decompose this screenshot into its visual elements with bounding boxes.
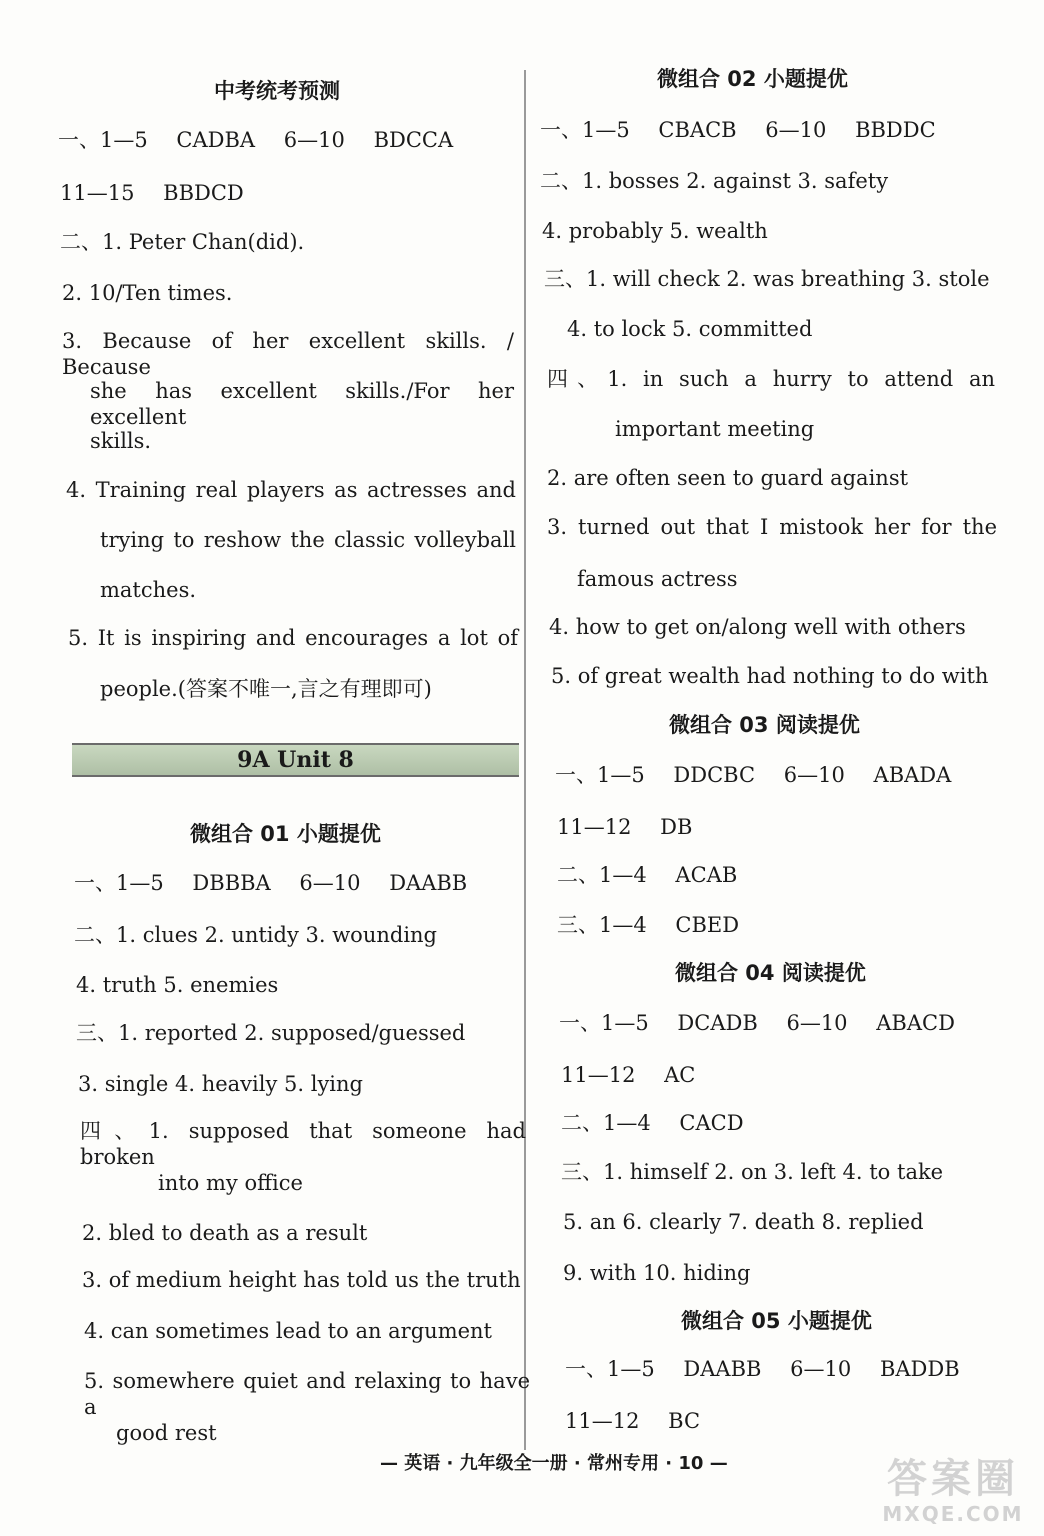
- answer-line: 4. to lock 5. committed: [567, 317, 813, 341]
- item-range: 一、1—5: [58, 128, 148, 152]
- item-range: 二、1—4: [557, 863, 647, 887]
- subsection-title: 微组合 01 小题提优: [190, 822, 381, 846]
- answer-line: 2. 10/Ten times.: [62, 281, 233, 305]
- answer-key: DCADB: [677, 1011, 758, 1035]
- answer-key: CBACB: [658, 118, 737, 142]
- answer-key: BADDB: [879, 1357, 960, 1381]
- page-footer: — 英语 · 九年级全一册 · 常州专用 · 10 —: [380, 1453, 728, 1474]
- answer-line: 三、1. reported 2. supposed/guessed: [76, 1021, 466, 1045]
- answer-line: 四、1. in such a hurry to attend an: [547, 367, 995, 391]
- answer-line: 2. are often seen to guard against: [547, 466, 909, 490]
- answer-key: ABACD: [876, 1011, 955, 1035]
- answer-key: BBDDC: [855, 118, 936, 142]
- column-divider: [524, 70, 526, 1450]
- answer-line: [559, 1010, 955, 1036]
- answer-line: [561, 1110, 744, 1136]
- answer-line: [557, 814, 692, 840]
- answer-line: 3. of medium height has told us the truth: [82, 1268, 521, 1292]
- subsection-title: 微组合 04 阅读提优: [675, 961, 866, 985]
- answer-line: 5. of great wealth had nothing to do with: [551, 664, 989, 688]
- answer-line: 3. single 4. heavily 5. lying: [78, 1072, 363, 1096]
- item-range: 一、1—5: [565, 1357, 655, 1381]
- item-range: 三、1—4: [557, 913, 647, 937]
- item-range: 11—12: [557, 815, 632, 839]
- answer-line: 9. with 10. hiding: [563, 1261, 751, 1285]
- answer-line: important meeting: [615, 417, 815, 441]
- answer-key: DBBBA: [192, 871, 271, 895]
- answer-line: 3. turned out that I mistook her for the: [547, 515, 997, 539]
- item-range: 一、1—5: [74, 871, 164, 895]
- answer-line: [74, 870, 467, 896]
- answer-key: BDCCA: [373, 128, 454, 152]
- answer-line: 二、1. clues 2. untidy 3. wounding: [74, 923, 437, 947]
- answer-line: 4. can sometimes lead to an argument: [84, 1319, 492, 1343]
- answer-line: famous actress: [577, 567, 738, 591]
- answer-line: [540, 117, 936, 143]
- watermark-logo: [868, 1456, 1038, 1530]
- item-range: 一、1—5: [540, 118, 630, 142]
- answer-key: AC: [664, 1063, 696, 1087]
- item-range: 6—10: [790, 1357, 852, 1381]
- answer-key: DAABB: [389, 871, 468, 895]
- answer-key: DDCBC: [673, 763, 756, 787]
- watermark-mark: 答案圈: [887, 1456, 1019, 1502]
- answer-line: people.(答案不唯一,言之有理即可): [100, 677, 432, 701]
- answer-line: 2. bled to death as a result: [82, 1221, 368, 1245]
- answer-line: [557, 912, 739, 938]
- item-range: 6—10: [765, 118, 827, 142]
- item-range: 6—10: [283, 128, 345, 152]
- item-range: 6—10: [783, 763, 845, 787]
- answer-line: matches.: [100, 578, 197, 602]
- watermark-domain: MXQE.COM: [882, 1502, 1024, 1526]
- answer-line: [557, 862, 737, 888]
- answer-line: [555, 762, 951, 788]
- answer-key: CADBA: [176, 128, 256, 152]
- answer-line: 5. somewhere quiet and relaxing to have a: [84, 1369, 530, 1419]
- answer-line: 三、1. himself 2. on 3. left 4. to take: [561, 1160, 944, 1184]
- answer-key: CACD: [679, 1111, 744, 1135]
- subsection-title: 微组合 02 小题提优: [657, 67, 848, 91]
- answer-line: 4. truth 5. enemies: [76, 973, 279, 997]
- answer-line: into my office: [158, 1171, 303, 1195]
- item-range: 一、1—5: [559, 1011, 649, 1035]
- item-range: 11—12: [565, 1409, 640, 1433]
- answer-line: good rest: [116, 1421, 217, 1445]
- answer-line: skills.: [90, 429, 152, 453]
- answer-line: trying to reshow the classic volleyball: [100, 528, 516, 552]
- answer-key: DAABB: [683, 1357, 762, 1381]
- answer-key: ABADA: [873, 763, 952, 787]
- answer-line: she has excellent skills./For her excellent: [90, 379, 514, 429]
- answer-line: 5. an 6. clearly 7. death 8. replied: [563, 1210, 924, 1234]
- answer-line: 二、1. bosses 2. against 3. safety: [540, 169, 889, 193]
- answer-key: DB: [660, 815, 693, 839]
- item-range: 一、1—5: [555, 763, 645, 787]
- item-range: 二、1—4: [561, 1111, 651, 1135]
- answer-key: CBED: [675, 913, 740, 937]
- answer-line: [565, 1408, 700, 1434]
- answer-key: ACAB: [675, 863, 738, 887]
- answer-line: 二、1. Peter Chan(did).: [60, 230, 305, 254]
- answer-key: BC: [668, 1409, 701, 1433]
- answer-line: [561, 1062, 695, 1088]
- item-range: 6—10: [299, 871, 361, 895]
- subsection-title: 微组合 05 小题提优: [681, 1309, 872, 1333]
- item-range: 6—10: [786, 1011, 848, 1035]
- section-title: 中考统考预测: [214, 79, 340, 103]
- answer-line: 4. Training real players as actresses and: [66, 478, 516, 502]
- item-range: 11—12: [561, 1063, 636, 1087]
- answer-line: [60, 180, 244, 206]
- answer-key: BBDCD: [163, 181, 244, 205]
- answer-line: 三、1. will check 2. was breathing 3. stole: [544, 267, 990, 291]
- answer-line: 4. how to get on/along well with others: [549, 615, 966, 639]
- answer-line: [565, 1356, 960, 1382]
- answer-line: 4. probably 5. wealth: [542, 219, 768, 243]
- unit-banner: 9A Unit 8: [72, 743, 519, 777]
- answer-line: 3. Because of her excellent skills. / Because: [62, 329, 514, 379]
- item-range: 11—15: [60, 181, 135, 205]
- answer-line: [58, 127, 453, 153]
- answer-line: 四、1. supposed that someone had broken: [80, 1119, 526, 1169]
- answer-line: 5. It is inspiring and encourages a lot of: [68, 626, 518, 650]
- subsection-title: 微组合 03 阅读提优: [669, 713, 860, 737]
